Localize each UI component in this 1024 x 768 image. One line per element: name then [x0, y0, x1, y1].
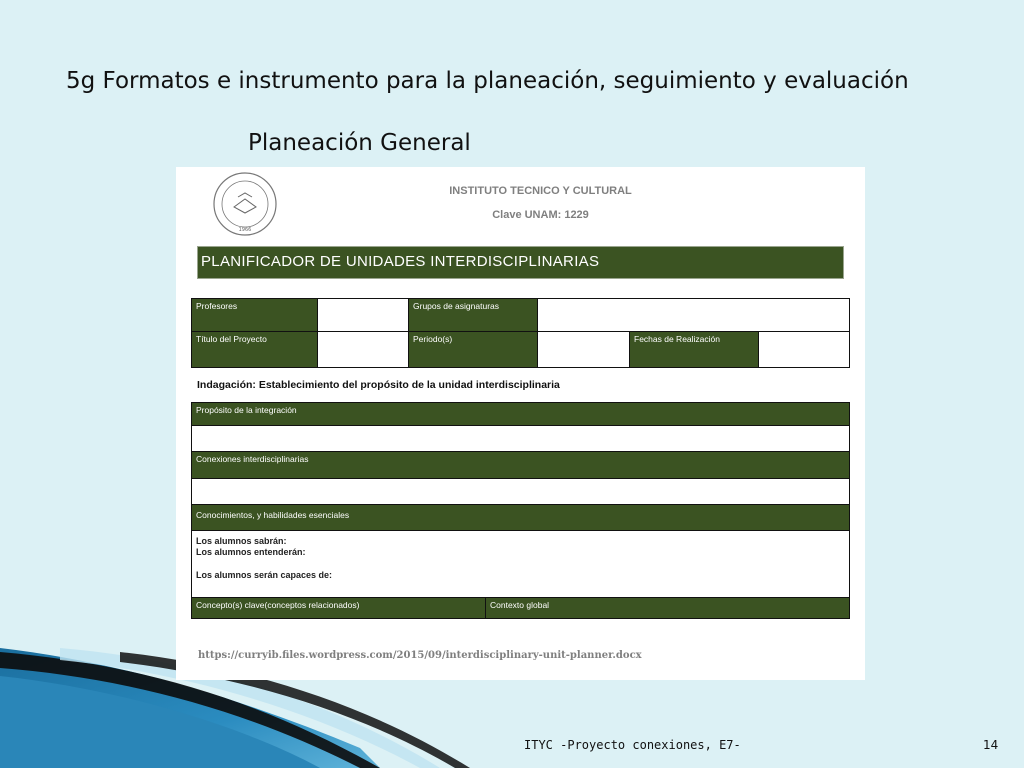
cell-grupos-value — [537, 298, 850, 332]
planner-banner: PLANIFICADOR DE UNIDADES INTERDISCIPLINARIAS — [197, 246, 844, 279]
cell-titulo-label: Título del Proyecto — [191, 331, 318, 368]
institute-name: INSTITUTO TECNICO Y CULTURAL — [449, 185, 632, 197]
row-conocimientos-value — [191, 530, 850, 598]
slide-subtitle: Planeación General — [248, 130, 471, 156]
row-proposito-label: Propósito de la integración — [191, 402, 850, 426]
source-url: https://curryib.files.wordpress.com/2015/09/interdisciplinary-unit-planner.docx — [198, 650, 642, 661]
institute-clave: Clave UNAM: 1229 — [492, 209, 589, 221]
institute-seal-logo — [212, 171, 278, 237]
cell-grupos-label: Grupos de asignaturas — [408, 298, 538, 332]
row-conocimientos-label: Conocimientos, y habilidades esenciales — [191, 504, 850, 531]
page-number: 14 — [983, 738, 999, 752]
cell-profesores-label: Profesores — [191, 298, 318, 332]
cell-profesores-value — [317, 298, 409, 332]
logo-year: 1966 — [238, 227, 252, 233]
alumnos-sabran: Los alumnos sabrán: — [196, 536, 287, 546]
cell-periodo-value — [537, 331, 630, 368]
indagacion-heading: Indagación: Establecimiento del propósito de la unidad interdisciplinaria — [197, 379, 560, 391]
row-contexto-label: Contexto global — [485, 597, 850, 619]
cell-titulo-value — [317, 331, 409, 368]
row-conceptos-label: Concepto(s) clave(conceptos relacionados) — [191, 597, 486, 619]
slide-footer: ITYC -Proyecto conexiones, E7- — [524, 738, 741, 752]
alumnos-entenderan: Los alumnos entenderán: — [196, 547, 306, 557]
slide-title: 5g Formatos e instrumento para la planeación, seguimiento y evaluación — [66, 68, 909, 94]
row-conexiones-value — [191, 478, 850, 505]
cell-periodo-label: Periodo(s) — [408, 331, 538, 368]
alumnos-capaces: Los alumnos serán capaces de: — [196, 570, 333, 580]
cell-fechas-label: Fechas de Realización — [629, 331, 759, 368]
row-conexiones-label: Conexiones interdisciplinarias — [191, 451, 850, 479]
row-proposito-value — [191, 425, 850, 452]
planner-document-image — [176, 167, 865, 680]
cell-fechas-value — [758, 331, 850, 368]
